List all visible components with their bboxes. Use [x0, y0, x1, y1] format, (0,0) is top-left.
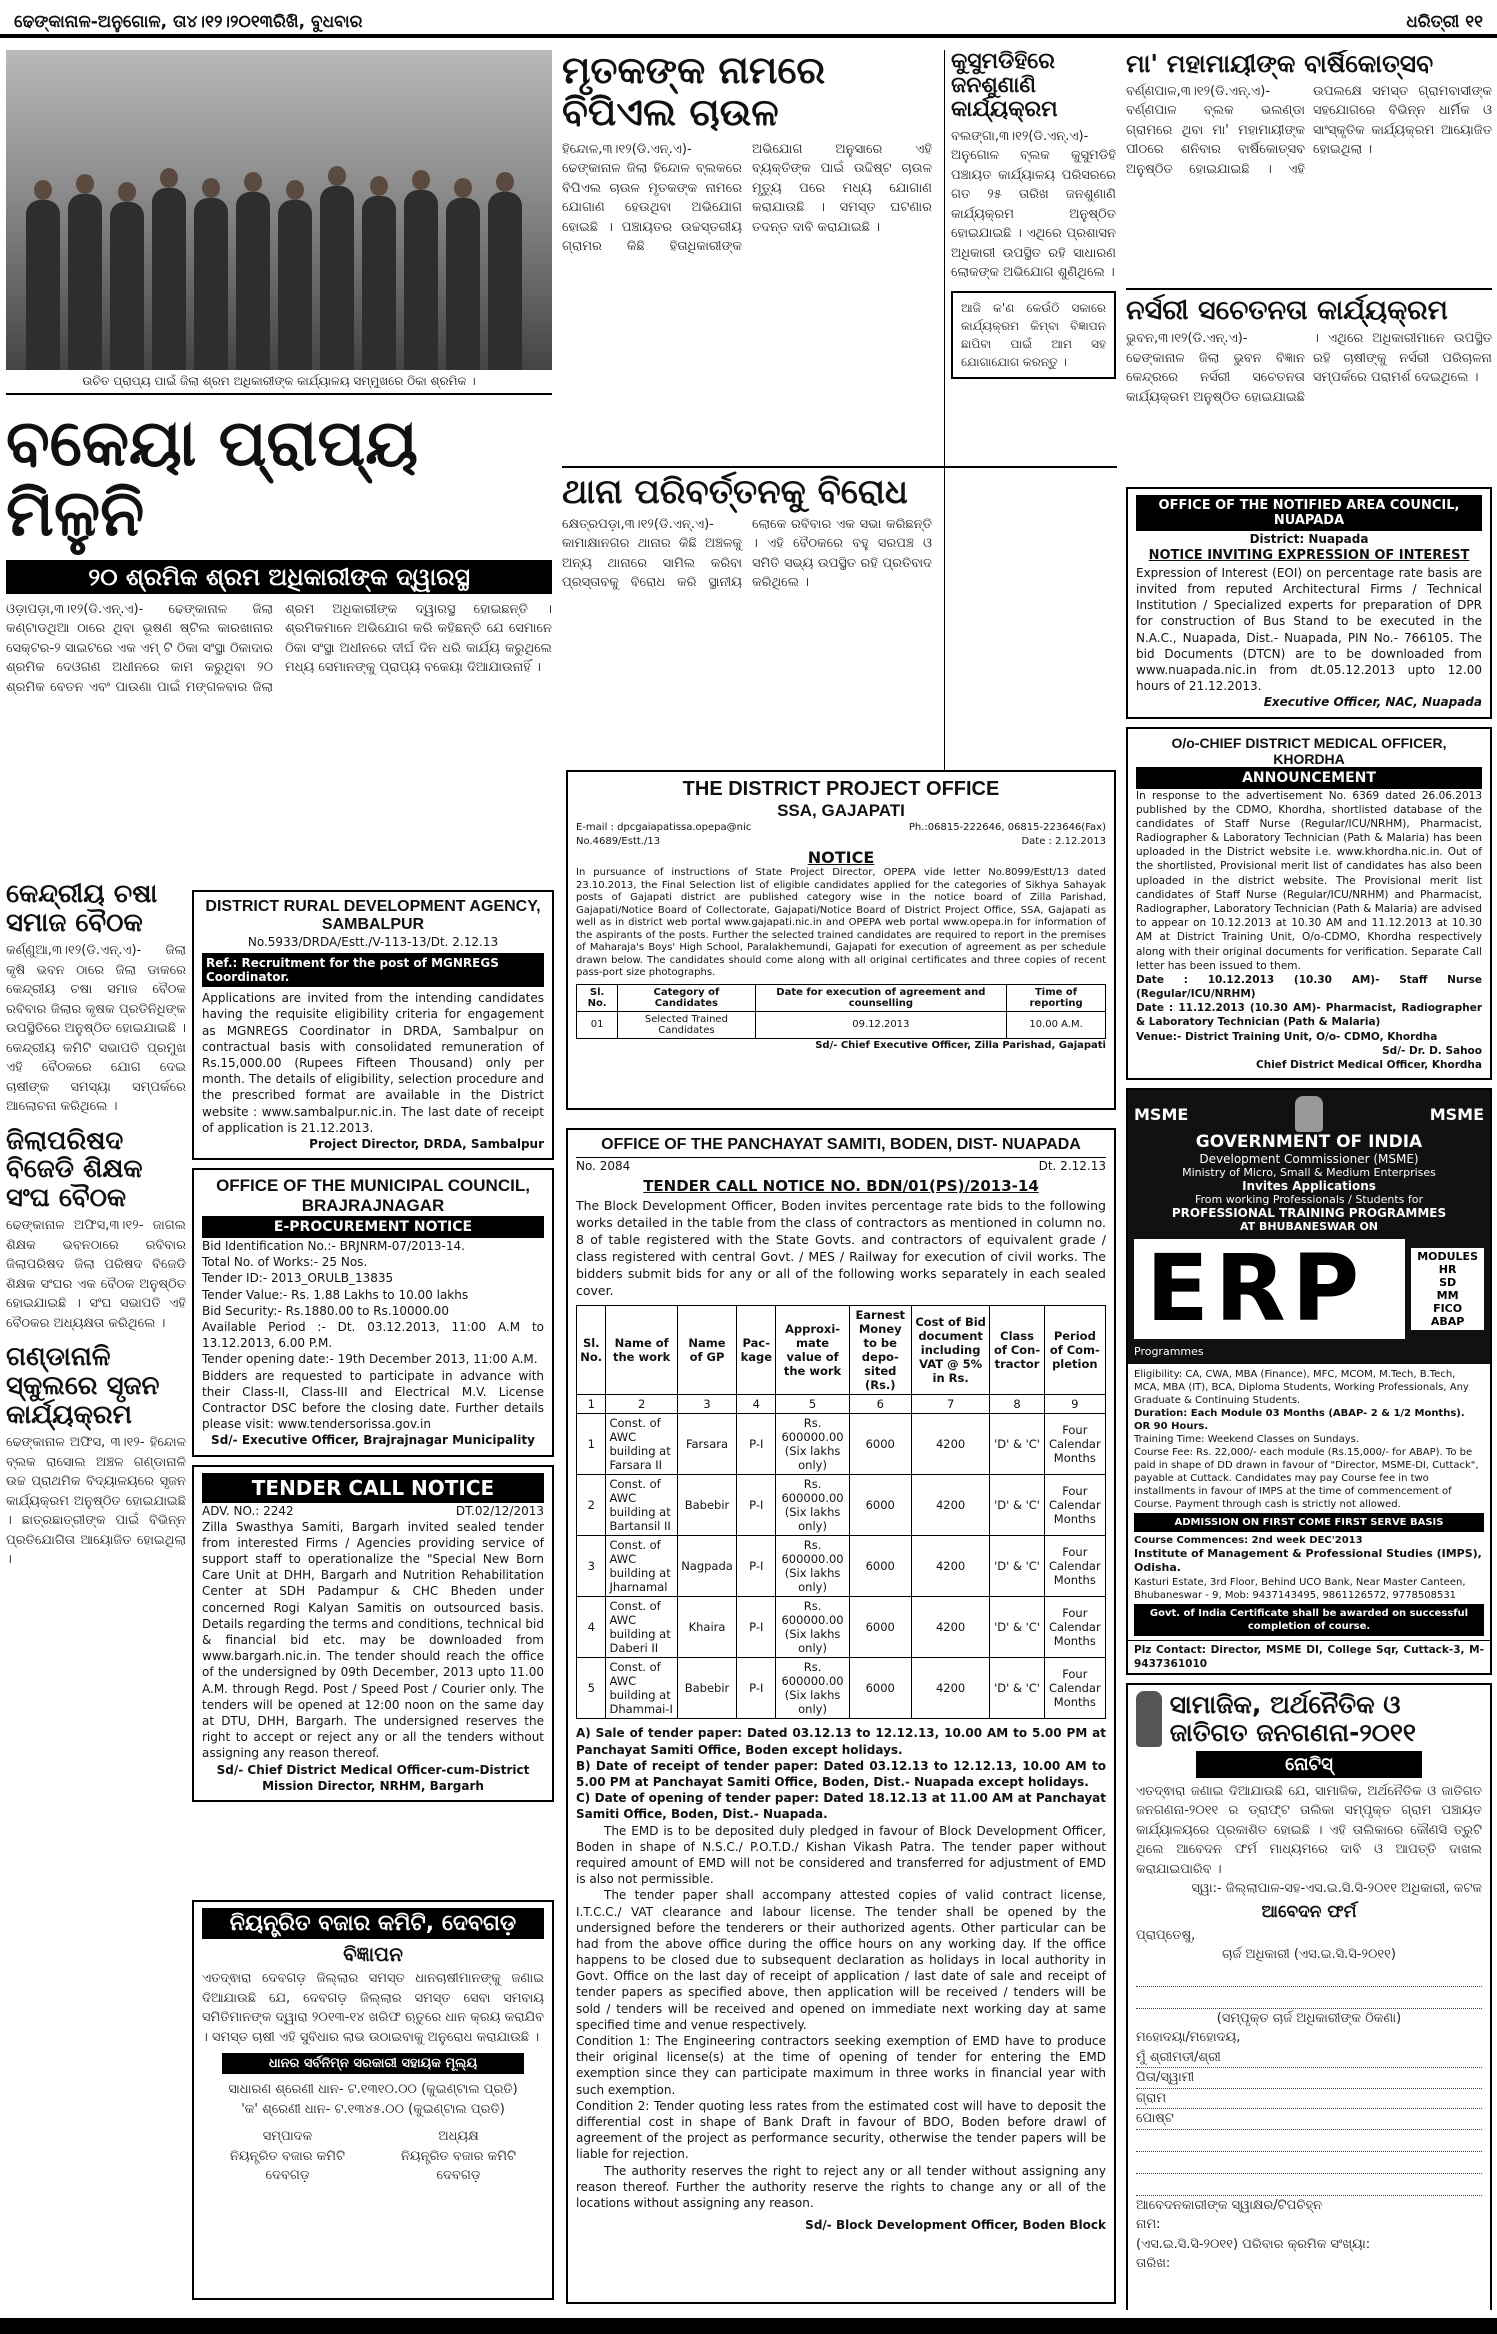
kusum-headline: କୁସୁମଡିହିରେ ଜନଶୁଣାଣି କାର୍ଯ୍ୟକ୍ରମ — [951, 50, 1058, 123]
col-header: Category of Candidates — [618, 984, 755, 1011]
cell: Const. of AWC building at Daberi II — [606, 1597, 677, 1658]
cell: Farsara — [677, 1414, 736, 1475]
module-item: FICO — [1433, 1302, 1463, 1316]
nac-body: Expression of Interest (EOI) on percentage rate basis are invited from reputed Architectural Firms / Technical Institution / Specialized experts for preparation of DPR for construction of Bus Stand to be executed in the N.A.C., Nuapada, Dist.- Nuapada, PIN No.- 766105. The bid Documents (DTCN) are to be downloaded from www.nuapada.nic.in from dt.05.12.2013 upto 12.00 hours of 21.12.2013. — [1136, 565, 1482, 694]
thana-headline: ଥାନା ପରିବର୍ତ୍ତନକୁ ବିରୋଧ — [562, 471, 908, 512]
sign-org: ନିୟନ୍ତ୍ରିତ ବଜାର କମିଟି — [400, 2148, 517, 2164]
bpl-body: ହିନ୍ଦୋଳ,୩।୧୨(ଡି.ଏନ୍.ଏ)- ଢେଙ୍କାନାଳ ଜିଲା ହିନ୍ଦୋଳ ବ୍ଲକରେ ବିପିଏଲ ଚାଉଳ ମୃତକଙ୍କ ନାମରେ ଯୋଗାଣ ହେଉଥିବା ଅଭିଯୋଗ ହୋଇଛି । ପଞ୍ଚାୟତର ଉଚ୍ଚସ୍ତରୀୟ ଗ୍ରାମର କିଛି ହିତାଧିକାରୀଙ୍କ ଅଭିଯୋଗ ଅନୁସାରେ ଏହି ବ୍ୟକ୍ତିଙ୍କ ପାଇଁ ଉଦ୍ଦିଷ୍ଟ ଚାଉଳ ମୃତ୍ୟୁ ପରେ ମଧ୍ୟ ଯୋଗାଣ କରାଯାଉଛି । ସମସ୍ତ ଘଟଣାର ତଦନ୍ତ ଦାବି କରାଯାଇଛି । — [562, 141, 932, 255]
bid-line: Tender ID:- 2013_ORULB_13835 — [202, 1271, 394, 1286]
cell: P-I — [737, 1475, 776, 1536]
boden-box — [566, 1128, 1116, 2304]
page-header — [0, 0, 1497, 44]
msme-brand: MSME — [1134, 1104, 1189, 1124]
dpo-title: THE DISTRICT PROJECT OFFICE — [682, 778, 1000, 800]
left-ads-column — [192, 890, 554, 1890]
cell: Babebir — [677, 1658, 736, 1719]
regulated-sub: ବିଜ୍ଞାପନ — [343, 1942, 403, 1966]
form-date: ତାରିଖ: — [1136, 2256, 1171, 2272]
msme-from: From working Professionals / Students for — [1194, 1193, 1424, 1207]
cell: 2 — [606, 1395, 677, 1414]
sign-role: ସମ୍ପାଦକ — [262, 2129, 313, 2144]
nursery-headline: ନର୍ସରୀ ସଚେତନତା କାର୍ଯ୍ୟକ୍ରମ — [1126, 294, 1448, 326]
farmers-meeting-headline: କେନ୍ଦ୍ରୀୟ ଚଷା ସମାଜ ବୈଠକ — [6, 880, 158, 938]
emblem-icon — [1136, 1691, 1162, 1747]
farmers-meeting-body: କର୍ଣ୍ଣୁଆ,୩।୧୨(ଡି.ଏନ୍.ଏ)- ଜିଲା କୃଷି ଭବନ ଠାରେ ଜିଲା ଡାକରେ କେନ୍ଦ୍ରୀୟ ଚଷା ସମାଜ ବୈଠକ ରବିବାର ଜିଲାର କୃଷକ ପ୍ରତିନିଧିଙ୍କ ଉପସ୍ଥିତିରେ ଅନୁଷ୍ଠିତ ହୋଇଯାଇଛି । କେନ୍ଦ୍ରୀୟ କମିଟି ସଭାପତି ପ୍ରମୁଖ ଏହି ବୈଠକରେ ଯୋଗ ଦେଇ ଚାଷୀଙ୍କ ସମସ୍ୟା ସମ୍ପର୍କରେ ଆଲୋଚନା କରିଥିଲେ । — [6, 943, 186, 1115]
drda-ref: Ref.: Recruitment for the post of MGNREGS Coordinator. — [202, 953, 544, 987]
cell: 6000 — [849, 1475, 911, 1536]
nac-notice — [1126, 487, 1492, 718]
cdmo-bar: ANNOUNCEMENT — [1136, 767, 1482, 789]
table-row — [577, 1597, 1106, 1658]
form-signature: ଆବେଦନକାରୀଙ୍କ ସ୍ୱାକ୍ଷର/ଟିପଚିହ୍ନ — [1136, 2197, 1323, 2213]
left-narrow-column — [6, 880, 186, 2310]
nac-title: OFFICE OF THE NOTIFIED AREA COUNCIL, NUAPADA — [1136, 495, 1482, 531]
boden-sign: Sd/- Block Development Officer, Boden Block — [805, 2218, 1106, 2233]
cell: P-I — [737, 1536, 776, 1597]
cell: Four Calendar Months — [1044, 1536, 1105, 1597]
erp-logo: ERP — [1134, 1239, 1405, 1339]
blank-line — [1136, 2152, 1482, 2174]
dpo-notice-heading: NOTICE — [807, 848, 875, 867]
cell: 4200 — [911, 1414, 990, 1475]
brajrajnagar-body: Bidders are requested to participate in advance with their Class-II, Class-III and Electrical M.V. License Contractor DSC before the closing date. Further details please visit: www.tendersorissa.gov.in — [202, 1368, 544, 1432]
cdmo-date-2: Date : 11.12.2013 (10.30 AM)- Pharmacist, Radiographer & Laboratory Technician (Path & Malaria) — [1136, 1002, 1482, 1029]
lead-body: ଓଡ଼ାପଡ଼ା,୩।୧୨(ଡି.ଏନ୍.ଏ)- ଢେଙ୍କାନାଳ ଜିଲା କଣ୍ଟାଡଥିଆ ଠାରେ ଥିବା ଭୂଷଣ ଷ୍ଟିଲ କାରଖାନାର ସେକ୍ଟର-୨ ସାଇଟରେ ଏକ ଏମ୍ ଟି ଠିକା ସଂସ୍ଥା ଠିକାଦାର ଶ୍ରମିକ ଦେଓଗଣ ଅଧୀନରେ କାମ କରୁଥିବା ୨୦ ଶ୍ରମିକ ବେତନ ଏବଂ ପାଉଣା ପାଇଁ ମଙ୍ଗଳବାର ଜିଲା ଶ୍ରମ ଅଧିକାରୀଙ୍କ ଦ୍ୱାରସ୍ଥ ହୋଇଛନ୍ତି । ଶ୍ରମିକମାନେ ଅଭିଯୋଗ କରି କହିଛନ୍ତି ଯେ ସେମାନେ ଠିକା ସଂସ୍ଥା ଅଧୀନରେ ଦୀର୍ଘ ଦିନ ଧରି କାର୍ଯ୍ୟ କରୁଥିଲେ ମଧ୍ୟ ସେମାନଙ୍କୁ ପ୍ରାପ୍ୟ ବକେୟା ଦିଆଯାଉନାହିଁ । — [6, 601, 552, 695]
regulated-signatures — [202, 2127, 544, 2186]
msme-dc: Development Commissioner (MSME) — [1199, 1152, 1419, 1167]
col-header: Date for execution of agreement and counselling — [755, 984, 1007, 1011]
form-address-lines — [1136, 1965, 1482, 2009]
boden-notice-heading: TENDER CALL NOTICE NO. BDN/01(PS)/2013-14 — [643, 1177, 1039, 1196]
bid-line: Bid Identification No.:- BRJNRM-07/2013-14. — [202, 1239, 465, 1254]
cell: 6000 — [849, 1414, 911, 1475]
boden-title: OFFICE OF THE PANCHAYAT SAMITI, BODEN, DIST- NUAPADA — [576, 1136, 1106, 1158]
lead-headline: ବକେୟା ପ୍ରାପ୍ୟ ମିଳୁନି — [6, 407, 419, 552]
msme-invites: Invites Applications — [1242, 1179, 1376, 1194]
census-notice-heading: ନୋଟିସ୍ — [1196, 1751, 1422, 1778]
col-header: Time of reporting — [1007, 984, 1106, 1011]
msme-contact: Plz Contact: Director, MSME DI, College Sqr, Cuttack-3, M-9437361010 — [1128, 1640, 1490, 1673]
regulated-body: ଏତଦ୍ଵାରା ଦେବଗଡ଼ ଜିଲ୍ଲାର ସମସ୍ତ ଧାନଚାଷୀମାନଙ୍କୁ ଜଣାଇ ଦିଆଯାଉଛି ଯେ, ଦେବଗଡ଼ ଜିଲ୍ଲାର ସମସ୍ତ ସେବା ସମବାୟ ସମିତିମାନଙ୍କ ଦ୍ୱାରା ୨୦୧୩-୧୪ ଖରିଫ ଋତୁରେ ଧାନ କ୍ରୟ କରାଯିବ । ସମସ୍ତ ଚାଷୀ ଏହି ସୁବିଧାର ଲାଭ ଉଠାଇବାକୁ ଅନୁରୋଧ କରାଯାଉଛି । — [202, 1971, 544, 2045]
kusum-body: ବଲଙ୍ଗା,୩।୧୨(ଡି.ଏନ୍.ଏ)- ଅନୁଗୋଳ ବ୍ଲକ କୁସୁମଡିହି ପଞ୍ଚାୟତ କାର୍ଯ୍ୟାଳୟ ପରିସରରେ ଗତ ୨୫ ତାରିଖ ଜନଶୁଣାଣି କାର୍ଯ୍ୟକ୍ରମ ଅନୁଷ୍ଠିତ ହୋଇଯାଇଛି । ଏଥିରେ ପ୍ରଶାସନ ଅଧିକାରୀ ଉପସ୍ଥିତ ରହି ସାଧାରଣ ଲୋକଙ୍କ ଅଭିଯୋଗ ଶୁଣିଥିଲେ । — [951, 128, 1116, 281]
kusumdihi-story — [944, 50, 1116, 770]
form-address-note: (ସମ୍ପୃକ୍ତ ଚାର୍ଜ ଅଧିକାରୀଙ୍କ ଠିକଣା) — [1216, 2010, 1402, 2026]
msme-brand-right: MSME — [1429, 1104, 1484, 1124]
brajrajnagar-sign: Sd/- Executive Officer, Brajrajnagar Municipality — [211, 1433, 535, 1448]
msme-time: Training Time: Weekend Classes on Sundays. — [1134, 1434, 1360, 1446]
msme-details — [1128, 1364, 1490, 1640]
cell: 1 — [577, 1395, 606, 1414]
tender-date: DT.02/12/2013 — [455, 1503, 544, 1518]
bpl-headline: ମୃତକଙ୍କ ନାମରେ ବିପିଏଲ ଚାଉଳ — [562, 50, 826, 134]
boden-number: No. 2084 — [576, 1159, 631, 1173]
cell: Four Calendar Months — [1044, 1597, 1105, 1658]
msp-row-2: 'କ' ଶ୍ରେଣୀ ଧାନ- ଟ.୧୩୪୫.୦୦ (କୁଇଣ୍ଟାଲ ପ୍ରତି) — [241, 2101, 505, 2117]
cell: 4 — [737, 1395, 776, 1414]
president-sign — [401, 2127, 516, 2186]
nac-district: District: Nuapada — [1249, 532, 1369, 547]
cell: Nagpada — [677, 1536, 736, 1597]
col-header: Period of Com-pletion — [1044, 1306, 1105, 1395]
mahamaya-body: ବର୍ଣ୍ଣପାଳ,୩।୧୨(ଡି.ଏନ୍.ଏ)- ବର୍ଣ୍ଣପାଳ ବ୍ଲକ ଭଲଣ୍ଡା ଗ୍ରାମରେ ଥିବା ମା' ମହାମାୟୀଙ୍କ ପୀଠରେ ଶନିବାର ବାର୍ଷିକୋତ୍ସବ ଅନୁଷ୍ଠିତ ହୋଇଯାଇଛି । ଏହି ଉପଲକ୍ଷେ ସମସ୍ତ ଗ୍ରାମବାସୀଙ୍କ ସହଯୋଗରେ ବିଭିନ୍ନ ଧାର୍ମିକ ଓ ସାଂସ୍କୃତିକ କାର୍ଯ୍ୟକ୍ରମ ଆୟୋଜିତ ହୋଇଥିଲା । — [1126, 83, 1492, 177]
cell: Khaira — [677, 1597, 736, 1658]
msp-row-1: ସାଧାରଣ ଶ୍ରେଣୀ ଧାନ- ଟ.୧୩୧୦.୦୦ (କୁଇଣ୍ଟାଲ ପ୍ରତି) — [228, 2082, 518, 2097]
msme-gov: GOVERNMENT OF INDIA — [1195, 1132, 1423, 1153]
dpo-email: E-mail : dpcgaiapatissa.opepa@nic — [576, 822, 752, 833]
col-header: Sl. No. — [577, 1306, 606, 1395]
dpo-phone: Ph.:06815-222646, 06815-223646(Fax) — [908, 822, 1106, 833]
secretary-sign — [230, 2127, 345, 2186]
blank-line — [1136, 2130, 1482, 2152]
dpo-sub: SSA, GAJAPATI — [777, 801, 905, 820]
boden-para: The tender paper shall accompany attested copies of valid contract license, I.T.C.C./ VAT clearance and labour license. The tender shall be opened by the undersigned before the tenderers or their authorized agents. Other particular can be had from the above office during the office hours on any working day. If the office happens to be closed due to subsequent declaration as holidays in local authority in Govt. Office on the last day of receipt of application / last date of sale and receipt of tender papers as specified above, then application will be received / tenders will be sold / tenders will be received and opened on immediate next working day at same specified time and venue respectively. — [576, 1888, 1106, 2032]
sign-role: ଅଧ୍ୟକ୍ଷ — [438, 2129, 479, 2144]
cell: Rs. 600000.00 (Six lakhs only) — [776, 1536, 849, 1597]
cell: P-I — [737, 1597, 776, 1658]
teachers-meeting-headline: ଜିଲାପରିଷଦ ବିଜେଡି ଶିକ୍ଷକ ସଂଘ ବୈଠକ — [6, 1125, 143, 1213]
erp-modules — [1411, 1248, 1484, 1330]
erp-block — [1134, 1233, 1484, 1345]
table-row — [577, 1414, 1106, 1475]
brajrajnagar-bar: E-PROCUREMENT NOTICE — [202, 1216, 544, 1238]
msme-ad — [1126, 1088, 1492, 1675]
brajrajnagar-lines — [202, 1238, 544, 1368]
boden-meta — [576, 1158, 1106, 1174]
cell: 'D' & 'C' — [990, 1597, 1044, 1658]
cell: 'D' & 'C' — [990, 1658, 1044, 1719]
msme-admission: ADMISSION ON FIRST COME FIRST SERVE BASIS — [1134, 1513, 1484, 1532]
kusum-quote: ଆଜି କ'ଣ କେଉଁଠି ସକାରେ କାର୍ଯ୍ୟକ୍ରମ କିମ୍ବା ବିଜ୍ଞାପନ ଛାପିବା ପାଇଁ ଆମ ସହ ଯୋଗାଯୋଗ କରନ୍ତୁ । — [951, 291, 1116, 379]
cell: Const. of AWC building at Bartansil II — [606, 1475, 677, 1536]
msme-program: PROFESSIONAL TRAINING PROGRAMMES — [1171, 1206, 1447, 1221]
brajrajnagar-title: OFFICE OF THE MUNICIPAL COUNCIL, BRAJRAJNAGAR — [216, 1176, 530, 1216]
sign-place: ଦେବଗଡ଼ — [265, 2168, 310, 2183]
msme-header — [1128, 1090, 1490, 1364]
dpo-sign: Sd/- Chief Executive Officer, Zilla Parishad, Gajapati — [815, 1039, 1106, 1051]
cell: 5 — [776, 1395, 849, 1414]
cell: 3 — [677, 1395, 736, 1414]
dpo-box — [566, 770, 1116, 1110]
boden-date: Dt. 2.12.13 — [1038, 1159, 1106, 1173]
drda-sign: Project Director, DRDA, Sambalpur — [309, 1136, 544, 1151]
cell: 'D' & 'C' — [990, 1414, 1044, 1475]
msme-address: Kasturi Estate, 3rd Floor, Behind UCO Bank, Near Master Canteen, Bhubaneswar - 9, Mob: 9437143495, 9861126572, 9778508531 — [1134, 1576, 1466, 1601]
cell: 10.00 A.M. — [1007, 1011, 1106, 1038]
census-header — [1136, 1691, 1482, 1747]
boden-tender — [566, 1128, 1116, 2312]
cell: 2 — [577, 1475, 606, 1536]
cell: 8 — [990, 1395, 1044, 1414]
drda-title: DISTRICT RURAL DEVELOPMENT AGENCY, SAMBALPUR — [205, 898, 541, 933]
col-header: Name of the work — [606, 1306, 677, 1395]
cdmo-notice — [1126, 727, 1492, 1080]
cdmo-sign: Sd/- Dr. D. Sahoo — [1382, 1044, 1482, 1057]
table-row — [577, 984, 1106, 1011]
nursery-body: ଭୁବନ,୩।୧୨(ଡି.ଏନ୍.ଏ)- ଢେଙ୍କାନାଳ ଜିଲା ଭୁବନ ବିଜ୍ଞାନ କେନ୍ଦ୍ରରେ ନର୍ସରୀ ସଚେତନତା କାର୍ଯ୍ୟକ୍ରମ ଅନୁଷ୍ଠିତ ହୋଇଯାଇଛି । ଏଥିରେ ଅଧିକାରୀମାନେ ଉପସ୍ଥିତ ରହି ଚାଷୀଙ୍କୁ ନର୍ସରୀ ପରିଚାଳନା ସମ୍ପର୍କରେ ପରାମର୍ଶ ଦେଇଥିଲେ । — [1126, 331, 1492, 405]
table-row — [577, 1658, 1106, 1719]
cell: Rs. 600000.00 (Six lakhs only) — [776, 1658, 849, 1719]
census-sign: ସ୍ୱା:- ଜିଲ୍ଲାପାଳ-ସହ-ଏସ.ଇ.ସି.ସି-୨୦୧୧ ଅଧିକାରୀ, କଟକ — [1191, 1881, 1482, 1897]
table-header-row — [577, 1306, 1106, 1395]
cell: 9 — [1044, 1395, 1105, 1414]
cell: P-I — [737, 1658, 776, 1719]
dpo-notice — [566, 770, 1116, 1120]
cell: 6 — [849, 1395, 911, 1414]
bid-line: Bid Security:- Rs.1880.00 to Rs.10000.00 — [202, 1303, 449, 1318]
tender-meta — [202, 1503, 544, 1519]
table-number-row — [577, 1395, 1106, 1414]
module-item: MM — [1436, 1289, 1459, 1303]
census-body: ଏତଦ୍ଵାରା ଜଣାଇ ଦିଆଯାଉଛି ଯେ, ସାମାଜିକ, ଅର୍ଥନୈତିକ ଓ ଜାତିଗତ ଜନଗଣନା-୨୦୧୧ ର ଡ୍ରାଫ୍ଟ ତାଲିକା ସମ୍ପୃକ୍ତ ଗ୍ରାମ ପଞ୍ଚାୟତ କାର୍ଯ୍ୟାଳୟରେ ପ୍ରକାଶିତ ହୋଇଛି । ଏହି ତାଲିକାରେ କୌଣସି ତ୍ରୁଟି ଥିଲେ ଆବେଦନ ଫର୍ମ ମାଧ୍ୟମରେ ଦାବି ଓ ଆପତ୍ତି ଦାଖଲ କରାଯାଇପାରିବ । — [1136, 1783, 1482, 1877]
cell: Selected Trained Candidates — [618, 1011, 755, 1038]
form-text-lines — [1136, 2130, 1482, 2196]
cell: 4200 — [911, 1658, 990, 1719]
national-emblem-icon — [1295, 1096, 1323, 1132]
table-row — [577, 1011, 1106, 1038]
cell: Rs. 600000.00 (Six lakhs only) — [776, 1475, 849, 1536]
cell: 6000 — [849, 1658, 911, 1719]
dpo-table — [576, 984, 1106, 1039]
census-notice — [1126, 1683, 1492, 2310]
cell: 01 — [577, 1011, 618, 1038]
boden-point-b: B) Date of receipt of tender paper: Dated 03.12.13 to 12.12.13, 10.00 AM to 5.00 PM at Panchayat Samiti Office, Boden, Dist.- Nuapada except holidays. — [576, 1758, 1106, 1789]
cell: 6000 — [849, 1597, 911, 1658]
cdmo-venue: Venue:- District Training Unit, O/o- CDMO, Khordha — [1136, 1030, 1438, 1043]
cell: P-I — [737, 1414, 776, 1475]
msme-at: AT BHUBANESWAR ON — [1239, 1220, 1379, 1234]
cdmo-title: O/o-CHIEF DISTRICT MEDICAL OFFICER, KHORDHA — [1171, 734, 1447, 767]
sign-place: ଦେବଗଡ଼ — [436, 2168, 481, 2183]
boden-point-a: A) Sale of tender paper: Dated 03.12.13 to 12.12.13, 10.00 AM to 5.00 PM at Panchayat Samiti Office, Boden except holidays. — [576, 1726, 1106, 1757]
regulated-market-ad — [192, 1900, 554, 2310]
dpo-contacts — [576, 821, 1106, 835]
form-salutation: ମହୋଦୟା/ମହୋଦୟ, — [1136, 2030, 1241, 2046]
school-program-headline: ଗଣ୍ଡାନାଳି ସ୍କୁଲରେ ସୃଜନ କାର୍ଯ୍ୟକ୍ରମ — [6, 1342, 160, 1430]
cell: 5 — [577, 1658, 606, 1719]
module-item: HR — [1438, 1263, 1457, 1277]
boden-condition-1: Condition 1: The Engineering contractors seeking exemption of EMD have to produce their original license(s) at the time of opening of tender for entering the EMD exemption since they can participate maximum in three works in financial year with such exemption. — [576, 2034, 1106, 2097]
nac-heading: NOTICE INVITING EXPRESSION OF INTEREST — [1148, 548, 1470, 564]
form-name: ନାମ: — [1136, 2217, 1161, 2233]
page-footer-bar — [0, 2318, 1497, 2334]
col-header: Cost of Bid document including VAT @ 5% in Rs. — [911, 1306, 990, 1395]
msp-heading: ଧାନର ସର୍ବନିମ୍ନ ସରକାରୀ ସହାୟକ ମୂଲ୍ୟ — [222, 2053, 524, 2074]
cell: Rs. 600000.00 (Six lakhs only) — [776, 1414, 849, 1475]
boden-condition-2: Condition 2: Tender quoting less rates from the estimated cost will have to deposit the differential cost in shape of Bank Draft in favour of BDO, Boden before drawl of agreement of the project as performance security, otherwise the tender papers will be liable for rejection. — [576, 2098, 1106, 2162]
drda-body: Applications are invited from the intending candidates having the requisite eligibility criteria for engagement as MGNREGS Coordinator in DRDA, Sambalpur on contractual basis with consolidated remuneration of Rs.15,000.00 (Rupees Fifteen Thousand) only per month. The details of eligibility, selection procedure and the prescribed format are available in the District website : www.sambalpur.nic.in. The last date of receipt of application is 21.12.2013. — [202, 991, 544, 1135]
msme-eligibility: Eligibility: CA, CWA, MBA (Finance), MFC, MCOM, M.Tech, B.Tech, MCA, MBA (IT), BCA, Diploma Students, Working Professionals, Any Graduate & Continuing Students. — [1134, 1369, 1469, 1407]
msme-fee: Course Fee: Rs. 22,000/- each module (Rs.15,000/- for ABAP). To be paid in shape of DD drawn in favour of "Director, MSME-DI, Cuttack", payable at Cuttack. Candidates may pay Course fee in two installments in favour of IMPS at the time of commencement of Course. Payment through cash is strictly not allowed. — [1134, 1447, 1479, 1511]
boden-last: The authority reserves the right to reject any or all tender without assigning any reason thereof. Further the authority reserve the rights to change any or all of the locations without assigning any reason. — [576, 2163, 1106, 2210]
col-header: Name of GP — [677, 1306, 736, 1395]
bid-line: Available Period :- Dt. 03.12.2013, 11:00 A.M to 13.12.2013, 6.00 P.M. — [202, 1320, 544, 1351]
cell: Rs. 600000.00 (Six lakhs only) — [776, 1597, 849, 1658]
field-post[interactable]: ପୋଷ୍ଟ — [1136, 2109, 1482, 2130]
module-label: MODULES — [1417, 1250, 1478, 1264]
cell: 09.12.2013 — [755, 1011, 1007, 1038]
msme-certificate: Govt. of India Certificate shall be awarded on successful completion of course. — [1134, 1604, 1484, 1636]
boden-emd: The EMD is to be deposited duly pledged in favour of Block Development Officer, Boden in shape of N.S.C./ P.O.T.D./ Kishan Vikash Patra. The tender paper without required amount of EMD will not be considered and transferred for adjustment of EMD is also not permissible. — [576, 1823, 1106, 1887]
thana-body: କ୍ଷେତ୍ରପଡ଼ା,୩।୧୨(ଡି.ଏନ୍.ଏ)- କାମାକ୍ଷାନଗର ଥାନାର କିଛି ଅଞ୍ଚଳକୁ ଅନ୍ୟ ଥାନାରେ ସାମିଲ କରିବା ପ୍ରସ୍ତାବକୁ ବିରୋଧ କରି ସ୍ଥାନୀୟ ଲୋକେ ରବିବାର ଏକ ସଭା କରିଛନ୍ତି । ଏହି ବୈଠକରେ ବହୁ ସରପଞ୍ଚ ଓ ସମିତି ସଭ୍ୟ ଉପସ୍ଥିତ ରହି ପ୍ରତିବାଦ କରିଥିଲେ । — [562, 516, 932, 591]
cdmo-sign-title: Chief District Medical Officer, Khordha — [1256, 1058, 1482, 1071]
cell: 1 — [577, 1414, 606, 1475]
table-row — [577, 1475, 1106, 1536]
cell: 4200 — [911, 1536, 990, 1597]
col-header: Earnest Money to be depo-sited (Rs.) — [849, 1306, 911, 1395]
form-family-no: (ଏସ.ଇ.ସି.ସି-୨୦୧୧) ପରିବାର କ୍ରମିକ ସଂଖ୍ୟା: — [1136, 2236, 1371, 2252]
sign-org: ନିୟନ୍ତ୍ରିତ ବଜାର କମିଟି — [229, 2148, 346, 2164]
dpo-body: In pursuance of instructions of State Project Director, OPEPA vide letter No.8099/Estt/13 dated 23.10.2013, the Final Selection list of eligible candidates applied for the categories of Sikhya Sahayak posts of Gajapati district are published category wise in the notice board of Zilla Parishad, Gajapati/Notice Board of Collectorate, Gajapati/Notice Board of District Project Office, SSA, Gajapati as well as in district web portal www.gajapati.nic.in and OPEPA web portal www.opepa.in for information of the aspirants of the posts. Further the selected trained candidates are required to report in the premises of Maharaja's Boys' High School, Paralakhemundi, Gajapati for execution of agreement as per schedule drawn below. The candidates should come along with all original certificates and three copies of recent pass-port size photographs. — [576, 867, 1106, 978]
tender-body: Zilla Swasthya Samiti, Bargarh invited sealed tender from interested Firms / Agencies providing service of support staff to operationalize the "Special New Born Care Unit at DHH, Bargarh and Nutrition Rehabilitation Center at SDH Padampur & CHC Bheden under concerned Rogi Kalyan Samitis on outsourced basis. Details regarding the terms and conditions, technical bid & financial bid etc. may be downloaded from www.bargarh.nic.in. The tender should reach the office of the undersigned by 09th December, 2013 upto 11.00 A.M. through Regd. Post / Speed Post / Courier only. The tenders will be opened at 12:00 noon on the same day at DTU, DHH, Bargarh. The undersigned reserves the right to accept or reject any or all the tenders without assigning any reason thereof. — [202, 1519, 544, 1761]
teachers-meeting-body: ଢେଙ୍କାନାଳ ଅଫିସ,୩।୧୨- ଜାଗଲ ଶିକ୍ଷକ ଭବନଠାରେ ରବିବାର ଜିଲାପରିଷଦ ଜିଲା ପରିଷଦ ବିଜେଡି ଶିକ୍ଷକ ସଂଘର ଏକ ବୈଠକ ଅନୁଷ୍ଠିତ ହୋଇଯାଇଛି । ସଂଘ ସଭାପତି ଏହି ବୈଠକର ଅଧ୍ୟକ୍ଷତା କରିଥିଲେ । — [6, 1218, 186, 1331]
blank-line — [1136, 1965, 1482, 1987]
drda-notice — [192, 890, 554, 1160]
worker-photo — [6, 50, 552, 370]
field-name[interactable]: ମୁଁ ଶ୍ରୀମତୀ/ଶ୍ରୀ — [1136, 2048, 1482, 2069]
cell: Four Calendar Months — [1044, 1414, 1105, 1475]
cell: 6000 — [849, 1536, 911, 1597]
tender-title: TENDER CALL NOTICE — [202, 1473, 544, 1503]
cell: 4200 — [911, 1597, 990, 1658]
col-header: Pac-kage — [737, 1306, 776, 1395]
nac-sign: Executive Officer, NAC, Nuapada — [1263, 695, 1482, 710]
brajrajnagar-notice — [192, 1168, 554, 1456]
dpo-meta — [576, 835, 1106, 849]
cdmo-body: In response to the advertisement No. 6369 dated 26.06.2013 published by the CDMO, Khordha, shortlisted database of the candidates of Staff Nurse (Regular/ICU/NRHM), Pharmacist, Radiographer & Laboratory Technician (Path & Malaria) has been uploaded in the District website i.e. www.khordha.nic.in. Out of the shortlisted, Provisional merit list of candidates has also been uploaded in the district website. The Provisional merit list candidates of Staff Nurse (Regular/ICU/NRHM) and Pharmacist, Radiographer, Laboratory Technician (Path & Malaria) are advised to appear on 10.12.2013 at 10.30 AM and 11.12.2013 at 10.30 AM at District Training Unit, O/o-CDMO, Khordha respectively along with their original documents for verification. Separate Call letter has been issued to them. — [1136, 789, 1482, 972]
mahamaya-headline: ମା' ମହାମାୟୀଙ୍କ ବାର୍ଷିକୋତ୍ସବ — [1126, 50, 1434, 78]
col-header: Sl. No. — [577, 984, 618, 1011]
bid-line: Total No. of Works:- 25 Nos. — [202, 1255, 368, 1270]
drda-number: No.5933/DRDA/Estt./V-113-13/Dt. 2.12.13 — [247, 935, 499, 949]
tender-adv: ADV. NO.: 2242 — [202, 1503, 294, 1518]
header-dateline: ଢେଙ୍କାନାଳ-ଅନୁଗୋଳ, ତା୪।୧୨।୨୦୧୩ରିଖି, ବୁଧବାର — [14, 12, 363, 32]
census-headline: ସାମାଜିକ, ଅର୍ଥନୈତିକ ଓ ଜାତିଗତ ଜନଗଣନା-୨୦୧୧ — [1169, 1690, 1416, 1747]
field-parent[interactable]: ପିତା/ସ୍ୱାମୀ — [1136, 2068, 1482, 2089]
blank-line — [1136, 1987, 1482, 2009]
bargarh-tender — [192, 1465, 554, 1802]
cell: 'D' & 'C' — [990, 1536, 1044, 1597]
table-row — [577, 1536, 1106, 1597]
cell: Babebir — [677, 1475, 736, 1536]
cell: Const. of AWC building at Jharnamal — [606, 1536, 677, 1597]
cell: Const. of AWC building at Dhammai-I — [606, 1658, 677, 1719]
cell: 4 — [577, 1597, 606, 1658]
photo-caption: ଉଚିତ ପ୍ରାପ୍ୟ ପାଇଁ ଜିଲା ଶ୍ରମ ଅଧିକାରୀଙ୍କ କାର୍ଯ୍ୟାଳୟ ସମ୍ମୁଖରେ ଠିକା ଶ୍ରମିକ । — [6, 370, 552, 395]
bid-line: Tender opening date:- 19th December 2013, 11:00 A.M. — [202, 1352, 538, 1367]
cell: 7 — [911, 1395, 990, 1414]
cell: 4200 — [911, 1475, 990, 1536]
header-page-number: ଧରିତ୍ରୀ ୧୧ — [1406, 12, 1483, 32]
cell: Const. of AWC building at Farsara II — [606, 1414, 677, 1475]
msme-start: Course Commences: 2nd week DEC'2013 — [1134, 1535, 1363, 1547]
msme-duration: Duration: Each Module 03 Months (ABAP- 2 & 1/2 Months). OR 90 Hours. — [1134, 1408, 1465, 1433]
boden-intro: The Block Development Officer, Boden invites percentage rate bids to the following works detailed in the table from the class of contractors as mentioned in column no. 8 of table registered with the State Govts. and contractors of equivalent grade / class registered with central Govt. / MES / Railway for execution of civil works. The bidders submit bids for any or all of the following works separately in each sealed cover. — [576, 1198, 1106, 1298]
census-form-title: ଆବେଦନ ଫର୍ମ — [1261, 1901, 1357, 1922]
boden-table — [576, 1305, 1106, 1719]
module-item: SD — [1439, 1276, 1457, 1290]
field-village[interactable]: ଗ୍ରାମ — [1136, 2089, 1482, 2110]
form-officer: ଚାର୍ଜ ଅଧିକାରୀ (ଏସ.ଇ.ସି.ସି-୨୦୧୧) — [1222, 1947, 1396, 1963]
right-column — [1126, 50, 1492, 2310]
msme-institute: Institute of Management & Professional Studies (IMPS), Odisha. — [1134, 1547, 1482, 1575]
cell: Four Calendar Months — [1044, 1658, 1105, 1719]
dpo-number: No.4689/Estt./13 — [576, 835, 661, 847]
dpo-date: Date : 2.12.2013 — [1021, 835, 1106, 847]
cdmo-date-1: Date : 10.12.2013 (10.30 AM)- Staff Nurse (Regular/ICU/NRHM) — [1136, 973, 1482, 1001]
tender-sign: Sd/- Chief District Medical Officer-cum-District Mission Director, NRHM, Bargarh — [216, 1762, 530, 1793]
cell: 'D' & 'C' — [990, 1475, 1044, 1536]
msme-top — [1134, 1096, 1484, 1132]
blank-line — [1136, 2174, 1482, 2196]
boden-point-c: C) Date of opening of tender paper: Dated 18.12.13 at 11.00 AM at Panchayat Samiti Office, Boden, Dist.- Nuapada. — [576, 1791, 1106, 1822]
cell: Four Calendar Months — [1044, 1475, 1105, 1536]
cell: 3 — [577, 1536, 606, 1597]
col-header: Approxi-mate value of the work — [776, 1306, 849, 1395]
regulated-title: ନିୟନ୍ତ୍ରିତ ବଜାର କମିଟି, ଦେବଗଡ଼ — [202, 1908, 544, 1939]
form-to: ପ୍ରାପ୍ତେଷୁ, — [1136, 1927, 1196, 1943]
lead-subhead: ୨୦ ଶ୍ରମିକ ଶ୍ରମ ଅଧିକାରୀଙ୍କ ଦ୍ୱାରସ୍ଥ — [6, 560, 552, 594]
school-program-body: ଢେଙ୍କାନାଳ ଅଫିସ, ୩।୧୨- ହିନ୍ଦୋଳ ବ୍ଲକ ରାସୋଲ ଅଞ୍ଚଳ ଗଣ୍ଡାନାଳି ଉଚ୍ଚ ପ୍ରାଥମିକ ବିଦ୍ୟାଳୟରେ ସୃଜନ କାର୍ଯ୍ୟକ୍ରମ ଅନୁଷ୍ଠିତ ହୋଇଯାଇଛି । ଛାତ୍ରଛାତ୍ରୀଙ୍କ ପାଇଁ ବିଭିନ୍ନ ପ୍ରତିଯୋଗିତା ଆୟୋଜିତ ହୋଇଥିଲା । — [6, 1435, 186, 1568]
regulated-market-box — [192, 1900, 554, 2300]
module-item: ABAP — [1430, 1315, 1465, 1329]
msme-ministry: Ministry of Micro, Small & Medium Enterprises — [1182, 1166, 1436, 1180]
col-header: Class of Con-tractor — [990, 1306, 1044, 1395]
bid-line: Tender Value:- Rs. 1.88 Lakhs to 10.00 lakhs — [202, 1287, 469, 1302]
erp-programmes: Programmes — [1134, 1345, 1204, 1359]
